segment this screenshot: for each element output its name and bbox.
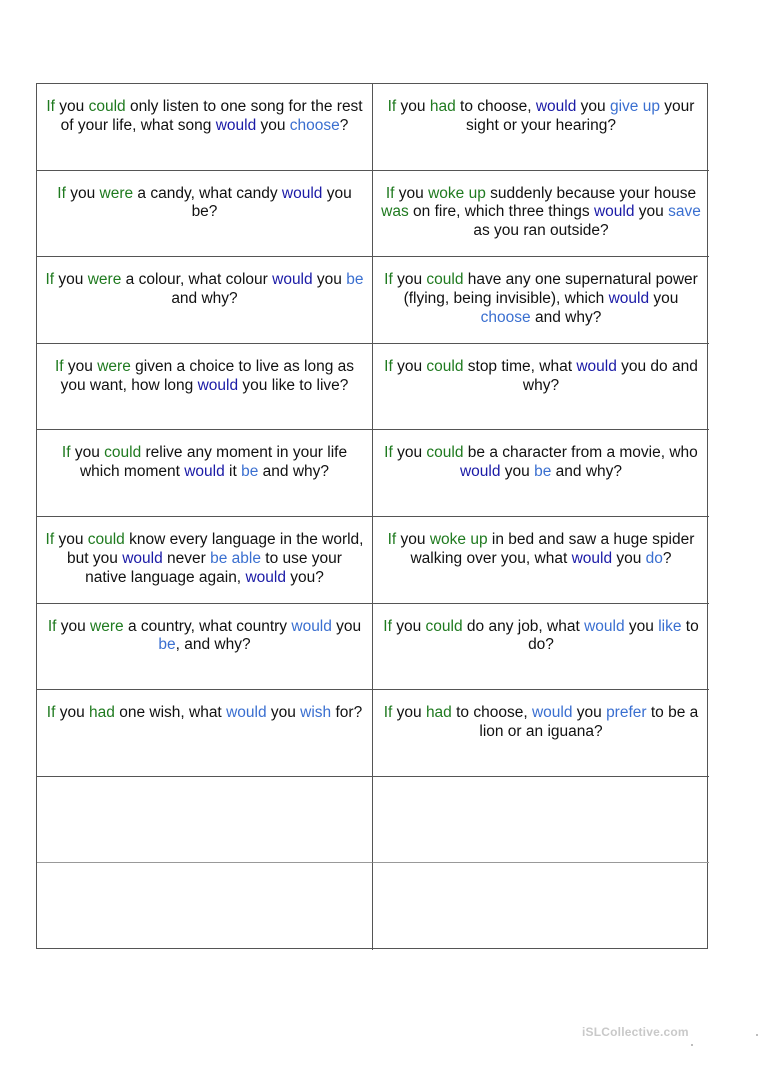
question-text: you — [55, 704, 90, 722]
question-text: you — [70, 444, 105, 462]
question-text: your sight or your hearing? — [466, 98, 699, 134]
question-text: stop time, what — [463, 357, 577, 375]
question-text: given a choice to live as long as you want, how long — [60, 357, 359, 394]
question-text: you — [63, 357, 98, 375]
highlighted-word: would — [281, 184, 323, 202]
question-card — [373, 690, 709, 777]
question-text: know every language in the world, but you — [67, 530, 368, 567]
question-text: only listen to one song for the rest of your life, what song — [60, 98, 367, 134]
question-text: one wish, what — [114, 704, 227, 722]
empty-card — [373, 777, 709, 864]
highlighted-word: would — [291, 617, 332, 635]
highlighted-word: If — [54, 357, 64, 375]
question-text: you — [266, 704, 301, 722]
question-card — [37, 344, 373, 431]
question-text: do any job, what — [462, 617, 585, 635]
question-card — [373, 517, 709, 604]
corner-dot — [691, 1044, 693, 1046]
question-text: you — [624, 617, 659, 635]
question-text: you — [392, 357, 427, 375]
question-text: and why? — [551, 463, 623, 481]
question-text: you — [396, 530, 430, 548]
question-text: you — [54, 530, 88, 548]
highlighted-word: prefer — [606, 704, 647, 722]
question-text: you — [331, 617, 366, 635]
highlighted-word: If — [57, 184, 66, 202]
highlighted-word: were — [97, 357, 131, 375]
highlighted-word: If — [387, 98, 397, 115]
question-text: you — [394, 184, 429, 202]
highlighted-word: would — [593, 203, 635, 221]
highlighted-word: had — [425, 704, 452, 722]
question-text: for? — [331, 704, 363, 722]
question-text: suddenly because your house — [485, 184, 701, 202]
highlighted-word: would — [245, 568, 286, 586]
question-text: and why? — [530, 308, 602, 326]
highlighted-word: could — [426, 444, 464, 462]
question-text: you be? — [191, 184, 357, 221]
highlighted-word: would — [571, 549, 613, 567]
question-text: it — [224, 463, 242, 481]
highlighted-word: If — [384, 444, 393, 462]
highlighted-word: would — [272, 271, 313, 289]
question-text: be a character from a movie, who — [463, 444, 703, 462]
question-text: you — [392, 271, 427, 289]
question-text: you do and why? — [522, 357, 703, 394]
highlighted-word: were — [99, 184, 134, 202]
highlighted-word: If — [387, 530, 397, 548]
question-text: you — [56, 617, 91, 635]
question-card — [37, 517, 373, 604]
question-text: you — [392, 704, 426, 722]
question-text: you — [576, 98, 610, 115]
highlighted-word: If — [383, 617, 392, 635]
question-text: you? — [285, 568, 324, 586]
highlighted-word: was — [381, 203, 409, 221]
question-text: and why? — [258, 463, 330, 481]
question-text: you — [634, 203, 669, 221]
question-text: on fire, which three things — [408, 203, 594, 221]
question-text: have any one supernatural power (flying, being invisible), which — [403, 271, 703, 307]
question-card — [373, 344, 709, 431]
highlighted-word: be — [534, 463, 552, 481]
highlighted-word: woke up — [429, 530, 488, 548]
highlighted-word: be — [158, 636, 176, 654]
question-text: to use your native language again, — [85, 549, 347, 586]
highlighted-word: If — [384, 357, 393, 375]
question-text: in bed and saw a huge spider walking over you, what — [410, 530, 699, 567]
highlighted-word: If — [46, 98, 55, 115]
question-text: you — [312, 271, 347, 289]
question-text: a candy, what candy — [133, 184, 282, 202]
highlighted-word: would — [226, 704, 267, 722]
highlighted-word: choose — [480, 308, 531, 326]
empty-card — [37, 777, 373, 864]
highlighted-word: could — [87, 530, 125, 548]
question-text: ? — [662, 549, 672, 567]
question-card — [37, 430, 373, 517]
highlighted-word: would — [184, 463, 225, 481]
highlighted-word: If — [385, 184, 395, 202]
question-card — [373, 604, 709, 691]
highlighted-word: If — [46, 704, 56, 722]
highlighted-word: would — [215, 116, 257, 134]
watermark: iSLCollective.com — [582, 1025, 689, 1039]
highlighted-word: If — [384, 271, 393, 289]
highlighted-word: give up — [609, 98, 660, 115]
question-text: , and why? — [175, 636, 251, 654]
highlighted-word: If — [45, 530, 55, 548]
question-text: you like to live? — [238, 376, 349, 394]
question-text: to choose, — [451, 704, 532, 722]
highlighted-word: had — [89, 704, 115, 722]
highlighted-word: If — [383, 704, 393, 722]
highlighted-word: were — [90, 617, 124, 635]
question-text: you — [392, 444, 427, 462]
question-text: to be a lion or an iguana? — [479, 704, 703, 740]
highlighted-word: If — [45, 271, 55, 289]
question-text: never — [162, 549, 211, 567]
question-text: ? — [339, 116, 349, 134]
question-text: relive any moment in your life which moment — [79, 444, 352, 481]
question-text: you — [500, 463, 535, 481]
highlighted-word: could — [425, 617, 463, 635]
question-text: a country, what country — [123, 617, 292, 635]
empty-card — [373, 863, 709, 950]
question-text: you — [65, 184, 100, 202]
question-card — [37, 84, 373, 171]
question-text: you — [54, 271, 88, 289]
highlighted-word: be — [346, 271, 364, 289]
highlighted-word: be — [241, 463, 259, 481]
highlighted-word: choose — [289, 116, 340, 134]
question-card — [37, 690, 373, 777]
highlighted-word: would — [122, 549, 163, 567]
highlighted-word: would — [584, 617, 625, 635]
corner-dot — [756, 1034, 758, 1036]
question-card — [373, 430, 709, 517]
highlighted-word: had — [429, 98, 456, 115]
highlighted-word: would — [197, 376, 239, 394]
highlighted-word: would — [531, 704, 573, 722]
highlighted-word: would — [535, 98, 577, 115]
highlighted-word: could — [104, 444, 142, 462]
question-card — [373, 84, 709, 171]
highlighted-word: If — [61, 444, 71, 462]
question-card — [37, 171, 373, 258]
highlighted-word: wish — [300, 704, 332, 722]
highlighted-word: were — [87, 271, 122, 289]
question-card — [37, 604, 373, 691]
question-card — [37, 257, 373, 344]
highlighted-word: be able — [210, 549, 261, 567]
question-text: you — [391, 617, 426, 635]
empty-card — [37, 863, 373, 950]
highlighted-word: could — [88, 98, 126, 115]
highlighted-word: do — [645, 549, 663, 567]
highlighted-word: like — [658, 617, 682, 635]
highlighted-word: woke up — [428, 184, 486, 202]
question-card — [373, 257, 709, 344]
question-text: to choose, — [455, 98, 536, 115]
highlighted-word: save — [668, 203, 701, 221]
question-text: as you ran outside? — [473, 203, 706, 240]
question-text: you — [55, 98, 89, 115]
question-text: you — [612, 549, 646, 567]
question-text: you — [649, 289, 683, 307]
highlighted-word: would — [576, 357, 617, 375]
highlighted-word: If — [47, 617, 57, 635]
question-text: you — [256, 116, 290, 134]
question-text: and why? — [171, 271, 368, 307]
highlighted-word: could — [426, 357, 464, 375]
question-card — [373, 171, 709, 258]
question-text: to do? — [528, 617, 704, 654]
highlighted-word: would — [459, 463, 501, 481]
highlighted-word: would — [608, 289, 650, 307]
question-card-grid — [36, 83, 708, 949]
question-text: a colour, what colour — [121, 271, 273, 289]
question-text: you — [572, 704, 607, 722]
highlighted-word: could — [426, 271, 464, 289]
question-text: you — [396, 98, 430, 115]
